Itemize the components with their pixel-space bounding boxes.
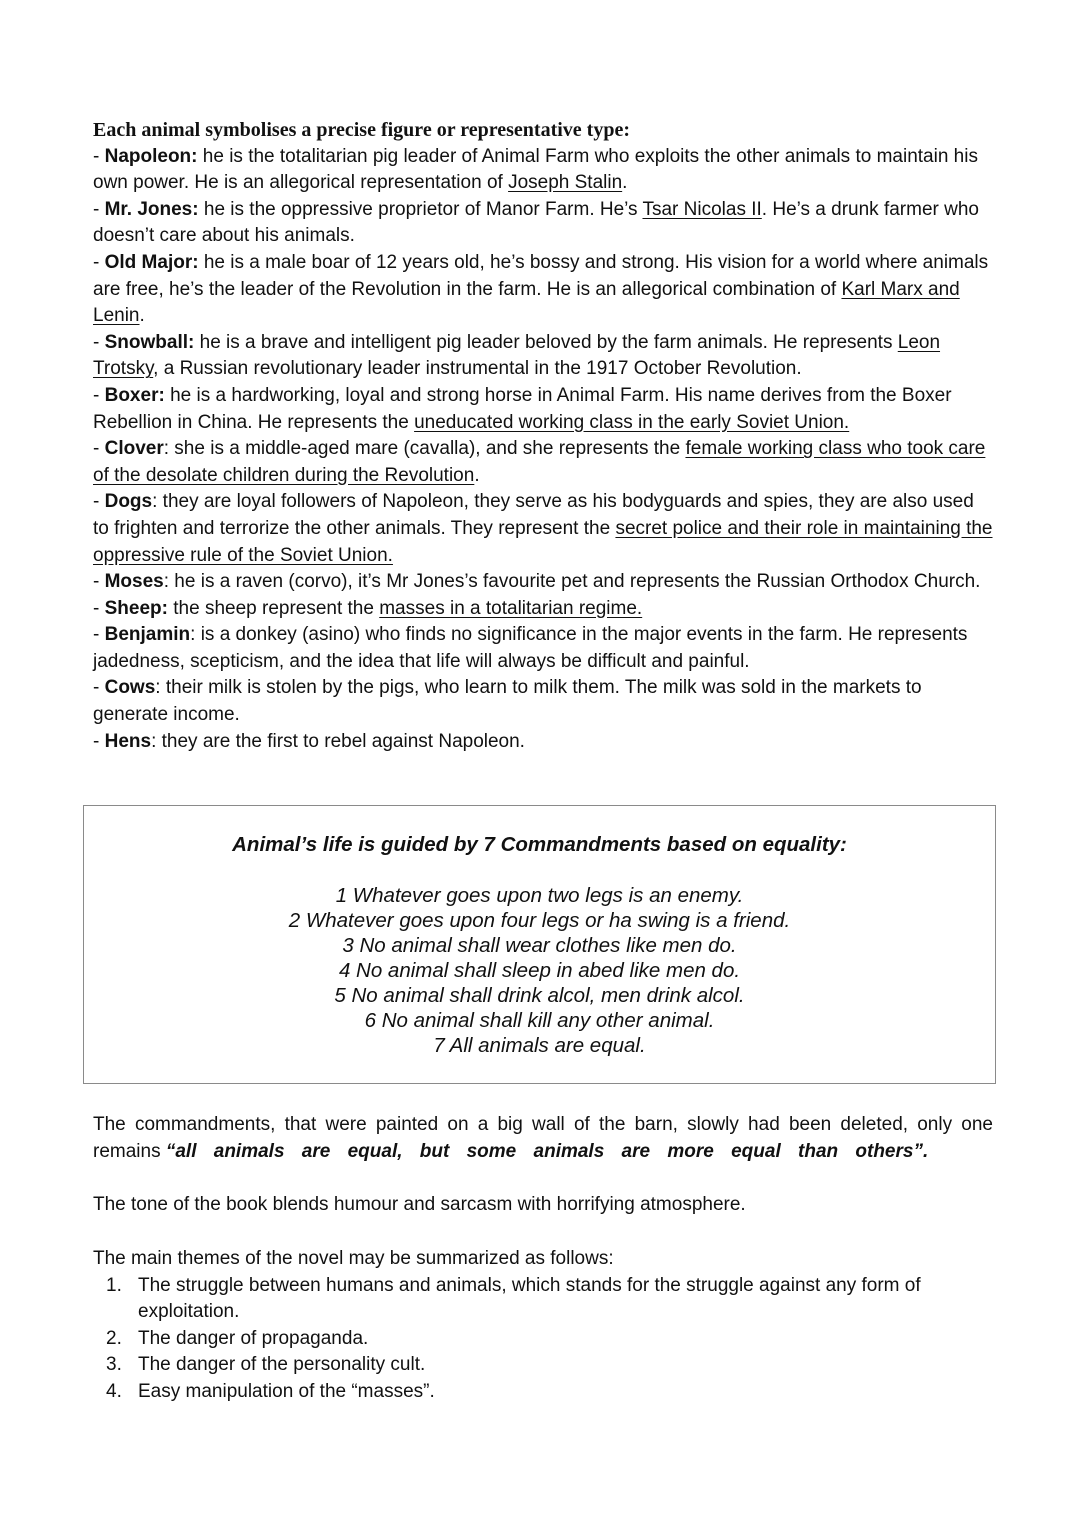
final-commandment-quote: “all animals are equal, but some animals are more equal than others”. xyxy=(165,1140,929,1162)
commandment-item: 4 No animal shall sleep in abed like men do. xyxy=(338,959,741,982)
character-entry: - Cows: their milk is stolen by the pigs, who learn to milk them. The milk was sold in the markets to generate income. xyxy=(93,677,922,726)
character-link: female working class who took care of the desolate children during the Revolution xyxy=(93,438,986,486)
character-link: Karl Marx and Lenin xyxy=(93,278,960,327)
character-entry: - Mr. Jones: he is the oppressive proprietor of Manor Farm. He’s Tsar Nicolas II. He’s a drunk farmer who doesn’t care about his animals. xyxy=(93,198,979,247)
themes-intro: The main themes of the novel may be summarized as follows: xyxy=(93,1248,614,1269)
character-name: Mr. Jones: xyxy=(104,198,199,220)
theme-number: 3. xyxy=(106,1354,122,1376)
theme-number: 1. xyxy=(106,1274,122,1296)
character-name: Hens xyxy=(104,730,152,752)
character-name: Moses xyxy=(104,571,164,593)
theme-number: 4. xyxy=(106,1380,122,1402)
character-entry: - Boxer: he is a hardworking, loyal and strong horse in Animal Farm. His name derives from the Boxer Rebellion in China. He represents the uneducated working class in the early Soviet Union. xyxy=(93,384,952,433)
character-name: Benjamin xyxy=(104,624,191,646)
character-entry: - Old Major: he is a male boar of 12 years old, he’s bossy and strong. His vision for a world where animals are free, he’s the leader of the Revolution in the farm. He is an allegorical combination of Karl Marx and Lenin. xyxy=(93,251,989,327)
theme-number: 2. xyxy=(106,1327,122,1349)
character-name: Sheep: xyxy=(104,597,168,619)
commandment-item: 6 No animal shall kill any other animal. xyxy=(364,1009,715,1032)
character-link: Tsar Nicolas II xyxy=(642,198,762,220)
theme-item: 2. The danger of propaganda. xyxy=(93,1326,993,1353)
character-link: secret police and their role in maintaining the oppressive rule of the Soviet Union. xyxy=(93,517,993,566)
theme-item: 4. Easy manipulation of the “masses”. xyxy=(93,1379,993,1406)
character-entry: - Clover: she is a middle-aged mare (cavalla), and she represents the female working class who took care of the desolate children during the Revolution. xyxy=(93,438,986,486)
character-name: Cows xyxy=(104,677,156,699)
character-name: Old Major: xyxy=(104,251,199,273)
commandment-item: 5 No animal shall drink alcol, men drink alcol. xyxy=(334,984,745,1007)
commandment-item: 2 Whatever goes upon four legs or ha swing is a friend. xyxy=(288,909,791,932)
character-link: Joseph Stalin xyxy=(508,172,623,194)
commandment-item: 1 Whatever goes upon two legs is an enemy. xyxy=(335,884,744,907)
themes-section xyxy=(93,1246,993,1406)
character-entry: - Napoleon: he is the totalitarian pig leader of Animal Farm who exploits the other animals to maintain his own power. He is an allegorical representation of Joseph Stalin. xyxy=(93,145,978,194)
themes-list xyxy=(93,1273,993,1406)
character-entry: - Snowball: he is a brave and intelligent pig leader beloved by the farm animals. He represents Leon Trotsky, a Russian revolutionary leader instrumental in the 1917 October Revolution. xyxy=(93,331,941,380)
character-entry: - Hens: they are the first to rebel against Napoleon. xyxy=(93,730,525,752)
character-entry: - Sheep: the sheep represent the masses in a totalitarian regime. xyxy=(93,597,643,619)
character-entry: - Moses: he is a raven (corvo), it’s Mr Jones’s favourite pet and represents the Russian Orthodox Church. xyxy=(93,571,981,593)
commandment-item: 7 All animals are equal. xyxy=(433,1034,646,1057)
commandments-paragraph: The commandments, that were painted on a big wall of the barn, slowly had been deleted, only one remains “all animals are equal, but some animals are more equal than others”. xyxy=(93,1114,993,1162)
character-name: Dogs xyxy=(104,491,153,513)
character-name: Snowball: xyxy=(104,331,195,353)
character-name: Clover xyxy=(104,438,164,460)
character-link: Leon Trotsky xyxy=(93,331,941,380)
theme-item: 1. The struggle between humans and animals, which stands for the struggle against any form of exploitation. xyxy=(106,1274,921,1323)
theme-item: 3. The danger of the personality cult. xyxy=(93,1352,993,1379)
character-entry: - Dogs: they are loyal followers of Napoleon, they serve as his bodyguards and spies, they are also used to frighten and terrorize the other animals. They represent the secret police and their role in maintaining the oppressive rule of the Soviet Union. xyxy=(93,491,993,566)
commandment-item: 3 No animal shall wear clothes like men do. xyxy=(342,934,737,957)
characters-section xyxy=(93,117,993,755)
commandments-title: Animal’s life is guided by 7 Commandments based on equality: xyxy=(232,833,847,856)
characters-heading: Each animal symbolises a precise figure or representative type: xyxy=(93,119,630,141)
character-entry: - Benjamin: is a donkey (asino) who finds no significance in the major events in the farm. He represents jadedness, scepticism, and the idea that life will always be difficult and painful. xyxy=(93,624,968,672)
commandments-box xyxy=(83,805,996,1084)
character-name: Napoleon: xyxy=(104,145,198,167)
tone-paragraph: The tone of the book blends humour and sarcasm with horrifying atmosphere. xyxy=(93,1194,746,1215)
commandments-list xyxy=(84,883,995,1058)
character-link: uneducated working class in the early Soviet Union. xyxy=(414,411,850,433)
character-link: masses in a totalitarian regime. xyxy=(379,597,643,619)
character-name: Boxer: xyxy=(104,384,165,406)
